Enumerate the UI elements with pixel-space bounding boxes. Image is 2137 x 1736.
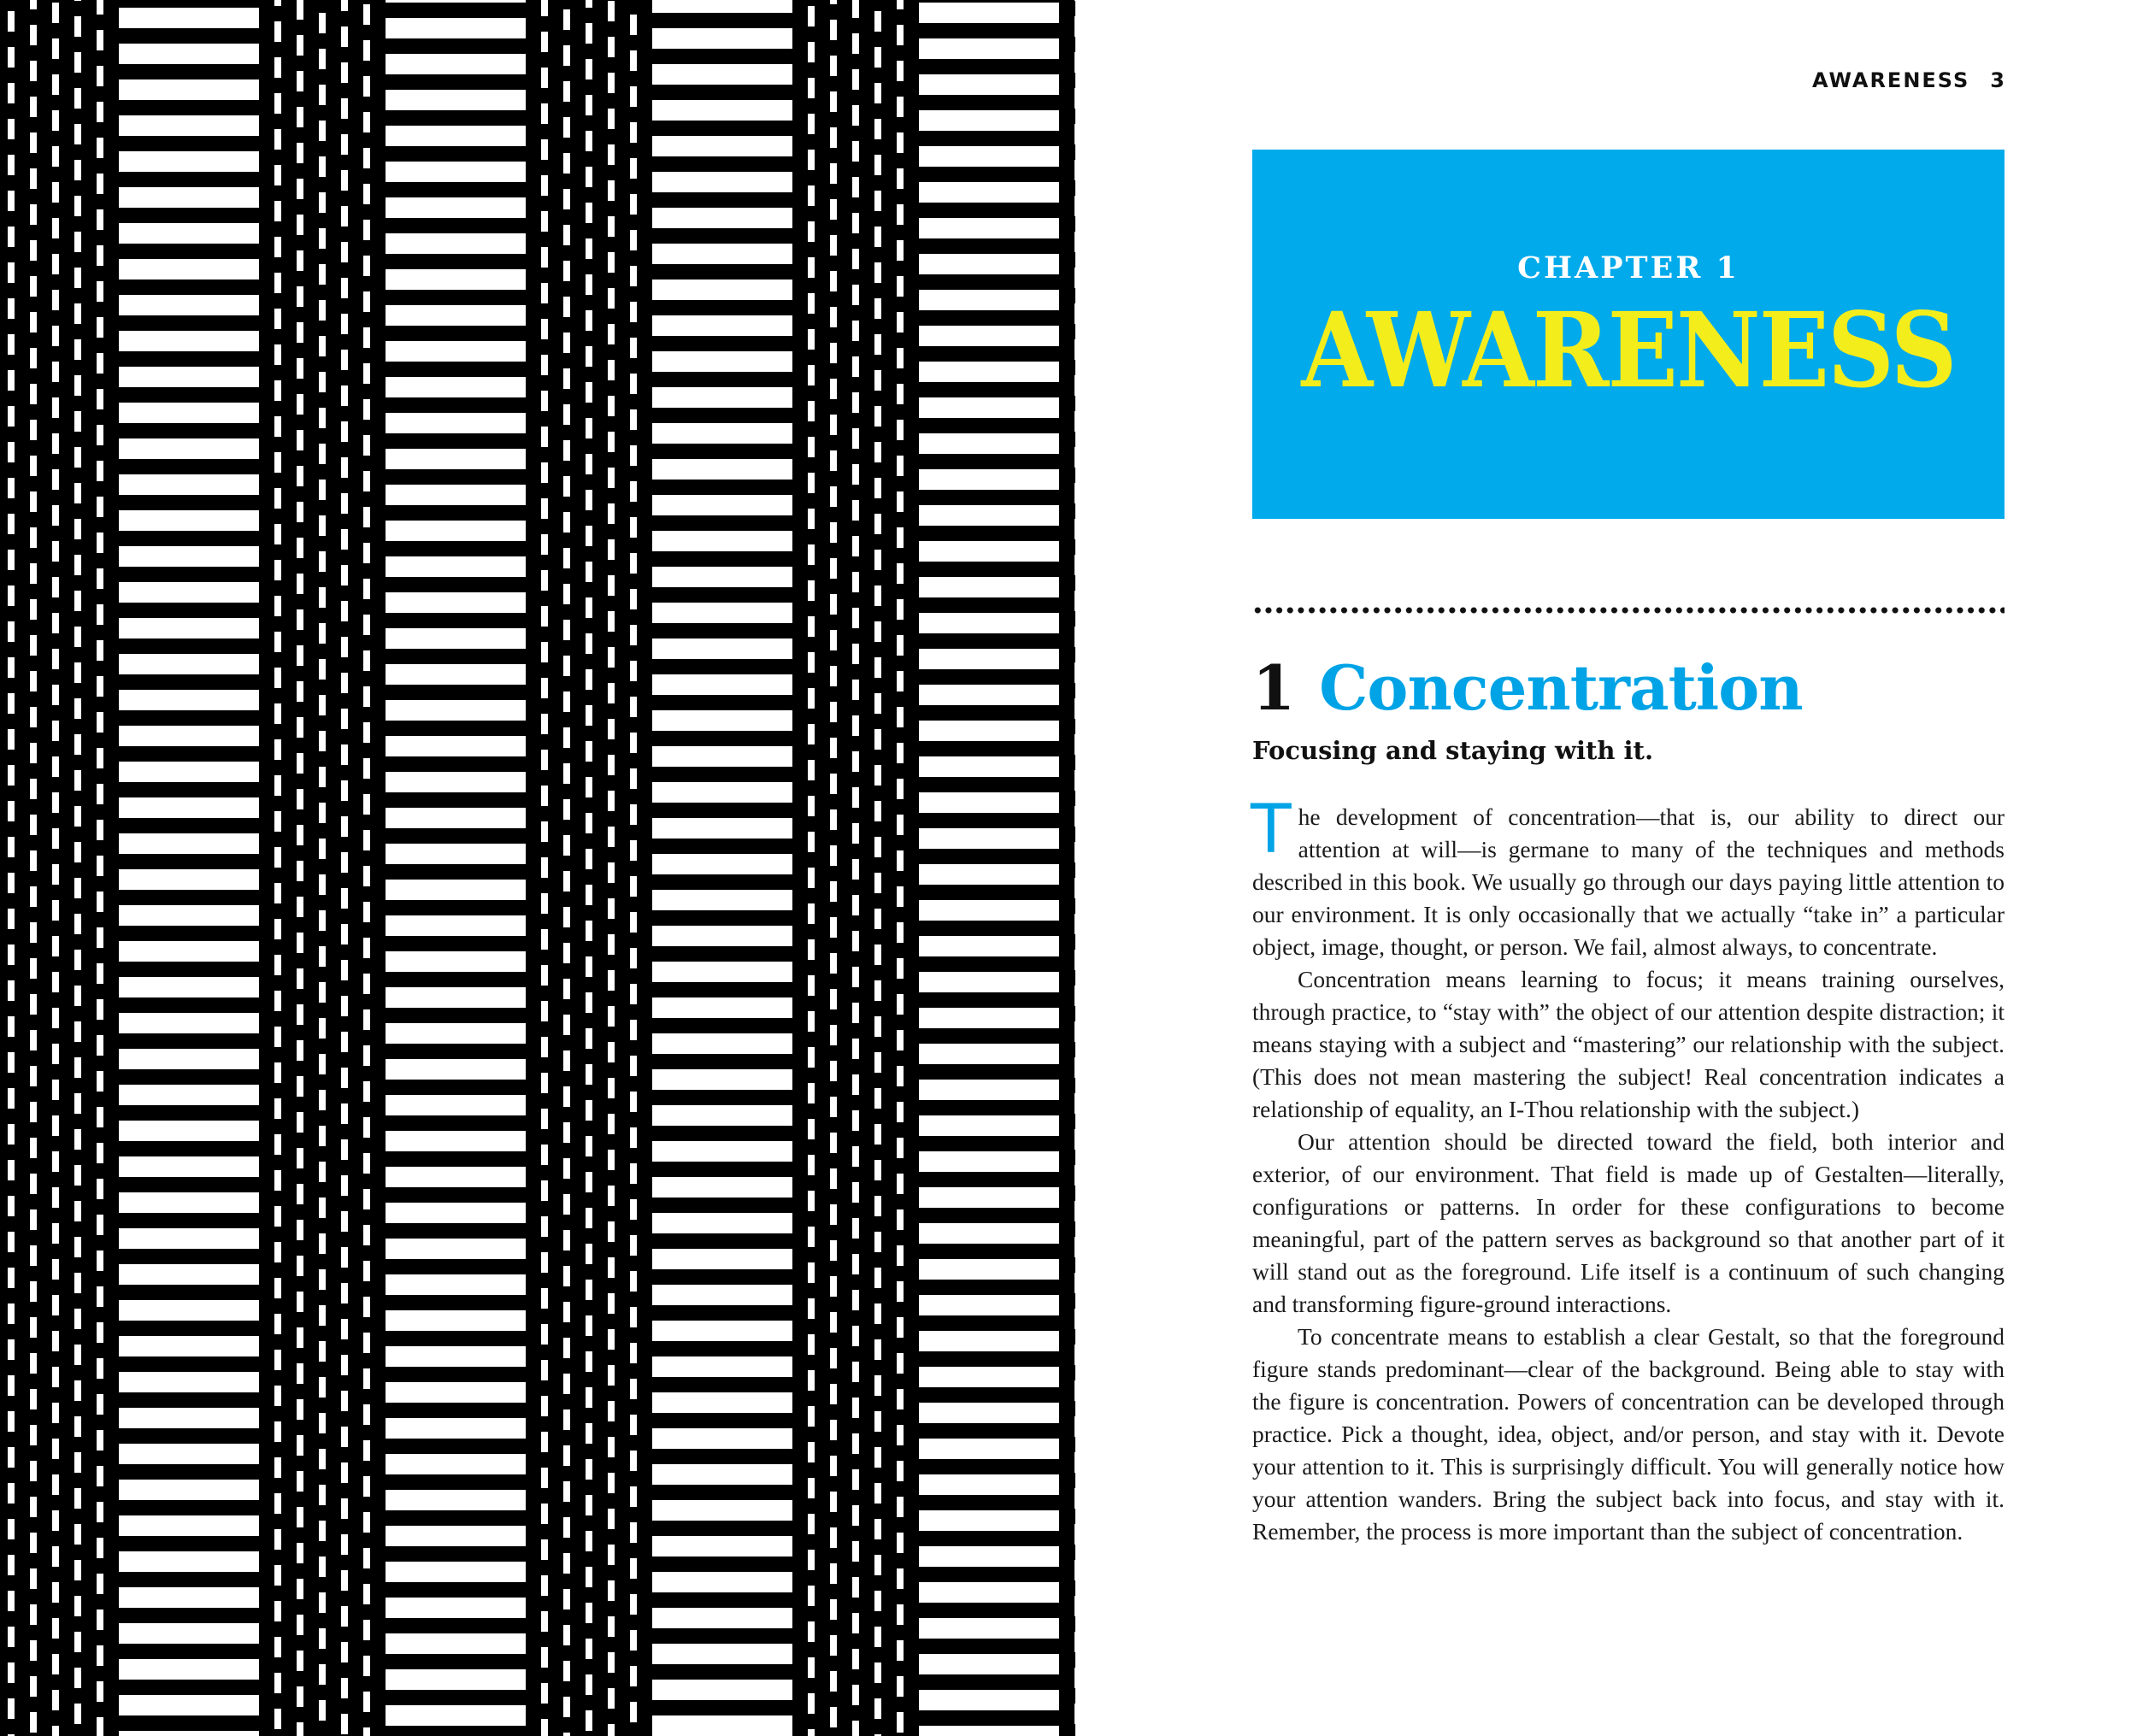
body-paragraph-1 <box>1251 791 2005 963</box>
page-number: 3 <box>1990 68 2006 92</box>
dotted-divider <box>1252 607 2005 614</box>
section-heading <box>1252 651 1803 724</box>
book-page <box>1075 0 2137 1736</box>
paragraph-text: he development of concentration—that is, our ability to direct our attention at will—is germane to many of the techniques and methods described in this book. We usually go through our days paying little attention to our environment. It is only occasionally that we actually “take in” a particular object, image, thought, or person. We fail, almost always, to concentrate. <box>1252 803 2005 960</box>
body-paragraph-4: To concentrate means to establish a clear Gestalt, so that the foreground figure stands predominant—clear of the background. Being able to stay with the figure is concentration. Powers of concentration can be developed through practice. Pick a thought, idea, object, and/or person, and stay with it. Devote your attention to it. This is surprisingly difficult. You will generally notice how your attention wanders. Bring the subject back into focus, and stay with it. Remember, the process is more important than the subject of concentration. <box>1252 1323 2005 1545</box>
body-paragraph-2: Concentration means learning to focus; it means training ourselves, through practice, to “stay with” the object of our attention despite distraction; it means staying with a subject and “mastering” our relationship with the subject. (This does not mean mastering the subject! Real concentration indicates a relationship of equality, an I-Thou relationship with the subject.) <box>1252 966 2005 1122</box>
section-subtitle: Focusing and staying with it. <box>1252 736 1654 765</box>
section-number: 1 <box>1252 651 1296 724</box>
running-head-title: AWARENESS <box>1811 68 1970 92</box>
chapter-title: AWARENESS <box>1301 290 1956 412</box>
body-paragraph-3: Our attention should be directed toward the field, both interior and exterior, of our environment. That field is made up of Gestalten—literally, configurations or patterns. In order for these configurations to become meaningful, part of the pattern serves as background so that another part of it will stand out as the foreground. Life itself is a continuum of such changing and transforming figure-ground interactions. <box>1252 1128 2005 1317</box>
drop-cap: T <box>1251 791 1292 868</box>
chapter-banner <box>1252 150 2005 519</box>
section-title: Concentration <box>1319 651 1803 724</box>
body-text <box>1251 791 2005 1548</box>
chapter-label: CHAPTER 1 <box>1517 250 1740 285</box>
running-head <box>1812 68 2006 92</box>
